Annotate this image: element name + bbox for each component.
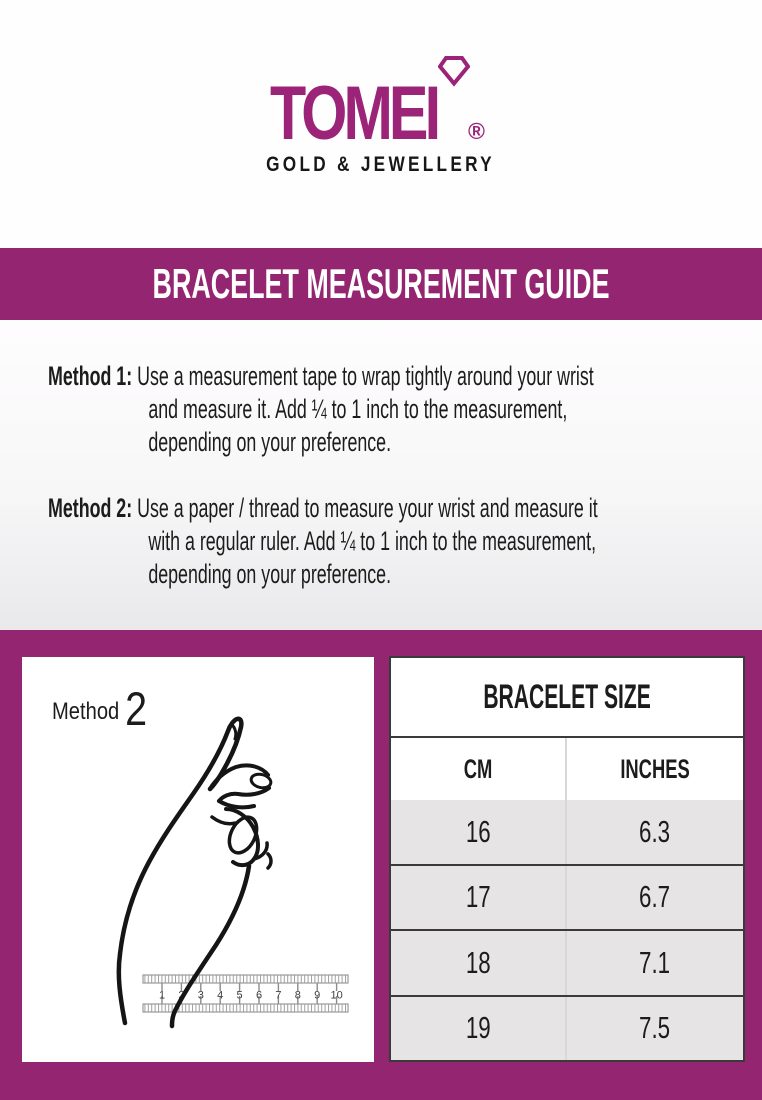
method-2-line-2: with a regular ruler. Add ¼ to 1 inch to the measurement,	[148, 526, 597, 556]
page-title: BRACELET MEASUREMENT GUIDE	[152, 260, 610, 307]
brand-tagline: GOLD & JEWELLERY	[266, 153, 496, 176]
cm-value: 17	[465, 879, 491, 915]
table-row	[391, 995, 743, 1061]
method-2-line-3: depending on your preference.	[148, 559, 392, 589]
banner-title-bar	[0, 248, 762, 320]
method-2-line-1: Use a paper / thread to measure your wrist and measure it	[137, 493, 598, 523]
bracelet-size-table	[389, 656, 745, 1062]
ruler-number: 4	[217, 989, 224, 1002]
table-header-row	[391, 738, 743, 800]
cm-value: 19	[465, 1010, 491, 1046]
ruler-number: 1	[158, 989, 166, 1002]
diamond-icon	[438, 55, 470, 87]
ruler-number: 5	[236, 989, 243, 1002]
registered-trademark-icon: ®	[468, 118, 485, 144]
table-title: BRACELET SIZE	[483, 677, 651, 716]
inches-value: 6.3	[639, 813, 671, 849]
table-row	[391, 864, 743, 930]
method-1-line-3: depending on your preference.	[148, 427, 392, 457]
cm-value: 16	[465, 813, 491, 849]
inches-value: 6.7	[639, 879, 671, 915]
table-row	[391, 800, 743, 864]
column-header-inches: INCHES	[620, 753, 690, 784]
diagram-label: Method 2	[52, 682, 148, 735]
methods-section	[0, 320, 762, 630]
ruler-number: 8	[294, 989, 301, 1002]
brand-wordmark: TOMEI	[270, 71, 438, 156]
inches-value: 7.5	[639, 1010, 671, 1046]
table-row	[391, 929, 743, 995]
logo-header	[0, 0, 762, 248]
method-1-paragraph	[48, 360, 594, 459]
method-2-label: Method 2:	[48, 493, 133, 523]
ruler-graphic	[143, 975, 348, 1012]
column-header-cm: CM	[463, 753, 493, 784]
method-2-paragraph	[48, 492, 598, 591]
ruler-number: 9	[314, 989, 321, 1002]
bottom-section	[0, 630, 762, 1100]
method-1-line-2: and measure it. Add ¼ to 1 inch to the measurement,	[148, 394, 568, 424]
cm-value: 18	[465, 944, 491, 980]
table-title-row	[391, 658, 743, 738]
ruler-number: 7	[275, 989, 282, 1002]
method2-diagram-panel	[22, 657, 374, 1062]
ruler-number: 10	[330, 989, 343, 1002]
inches-value: 7.1	[639, 944, 671, 980]
ruler-number: 6	[255, 989, 263, 1002]
ruler-number: 2	[178, 989, 185, 1002]
ruler-number: 3	[197, 989, 204, 1002]
method-1-label: Method 1:	[48, 361, 133, 391]
method-1-line-1: Use a measurement tape to wrap tightly around your wrist	[137, 361, 594, 391]
